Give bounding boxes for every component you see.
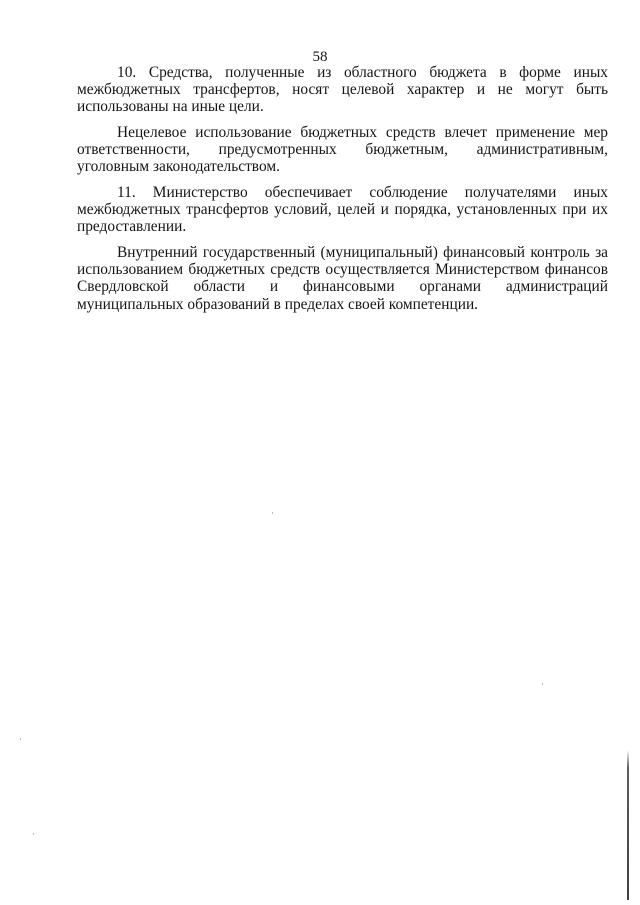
scan-speck [542, 683, 543, 685]
paragraph-financial-control: Внутренний государственный (муниципальный) финансовый контроль за использованием бюджетных средств осуществляется Министерством финансов Свердловской области и финансовыми органами администраций муниципальных образований в пределах своей компетенции. [77, 244, 608, 313]
paragraph-misuse-liability: Нецелевое использование бюджетных средств влечет применение мер ответственности, предусмотренных бюджетным, административным, уголовным законодательством. [77, 124, 608, 176]
scan-speck [33, 833, 34, 835]
scan-edge-line [627, 750, 629, 900]
scan-speck [20, 738, 21, 740]
page-number: 58 [312, 49, 328, 65]
document-body [77, 64, 608, 321]
scan-speck [272, 512, 273, 514]
paragraph-ministry-compliance: 11. Министерство обеспечивает соблюдение получателями иных межбюджетных трансфертов условий, целей и порядка, установленных при их предоставлении. [77, 184, 608, 236]
paragraph-target-use: 10. Средства, полученные из областного бюджета в форме иных межбюджетных трансфертов, носят целевой характер и не могут быть использованы на иные цели. [77, 64, 608, 116]
